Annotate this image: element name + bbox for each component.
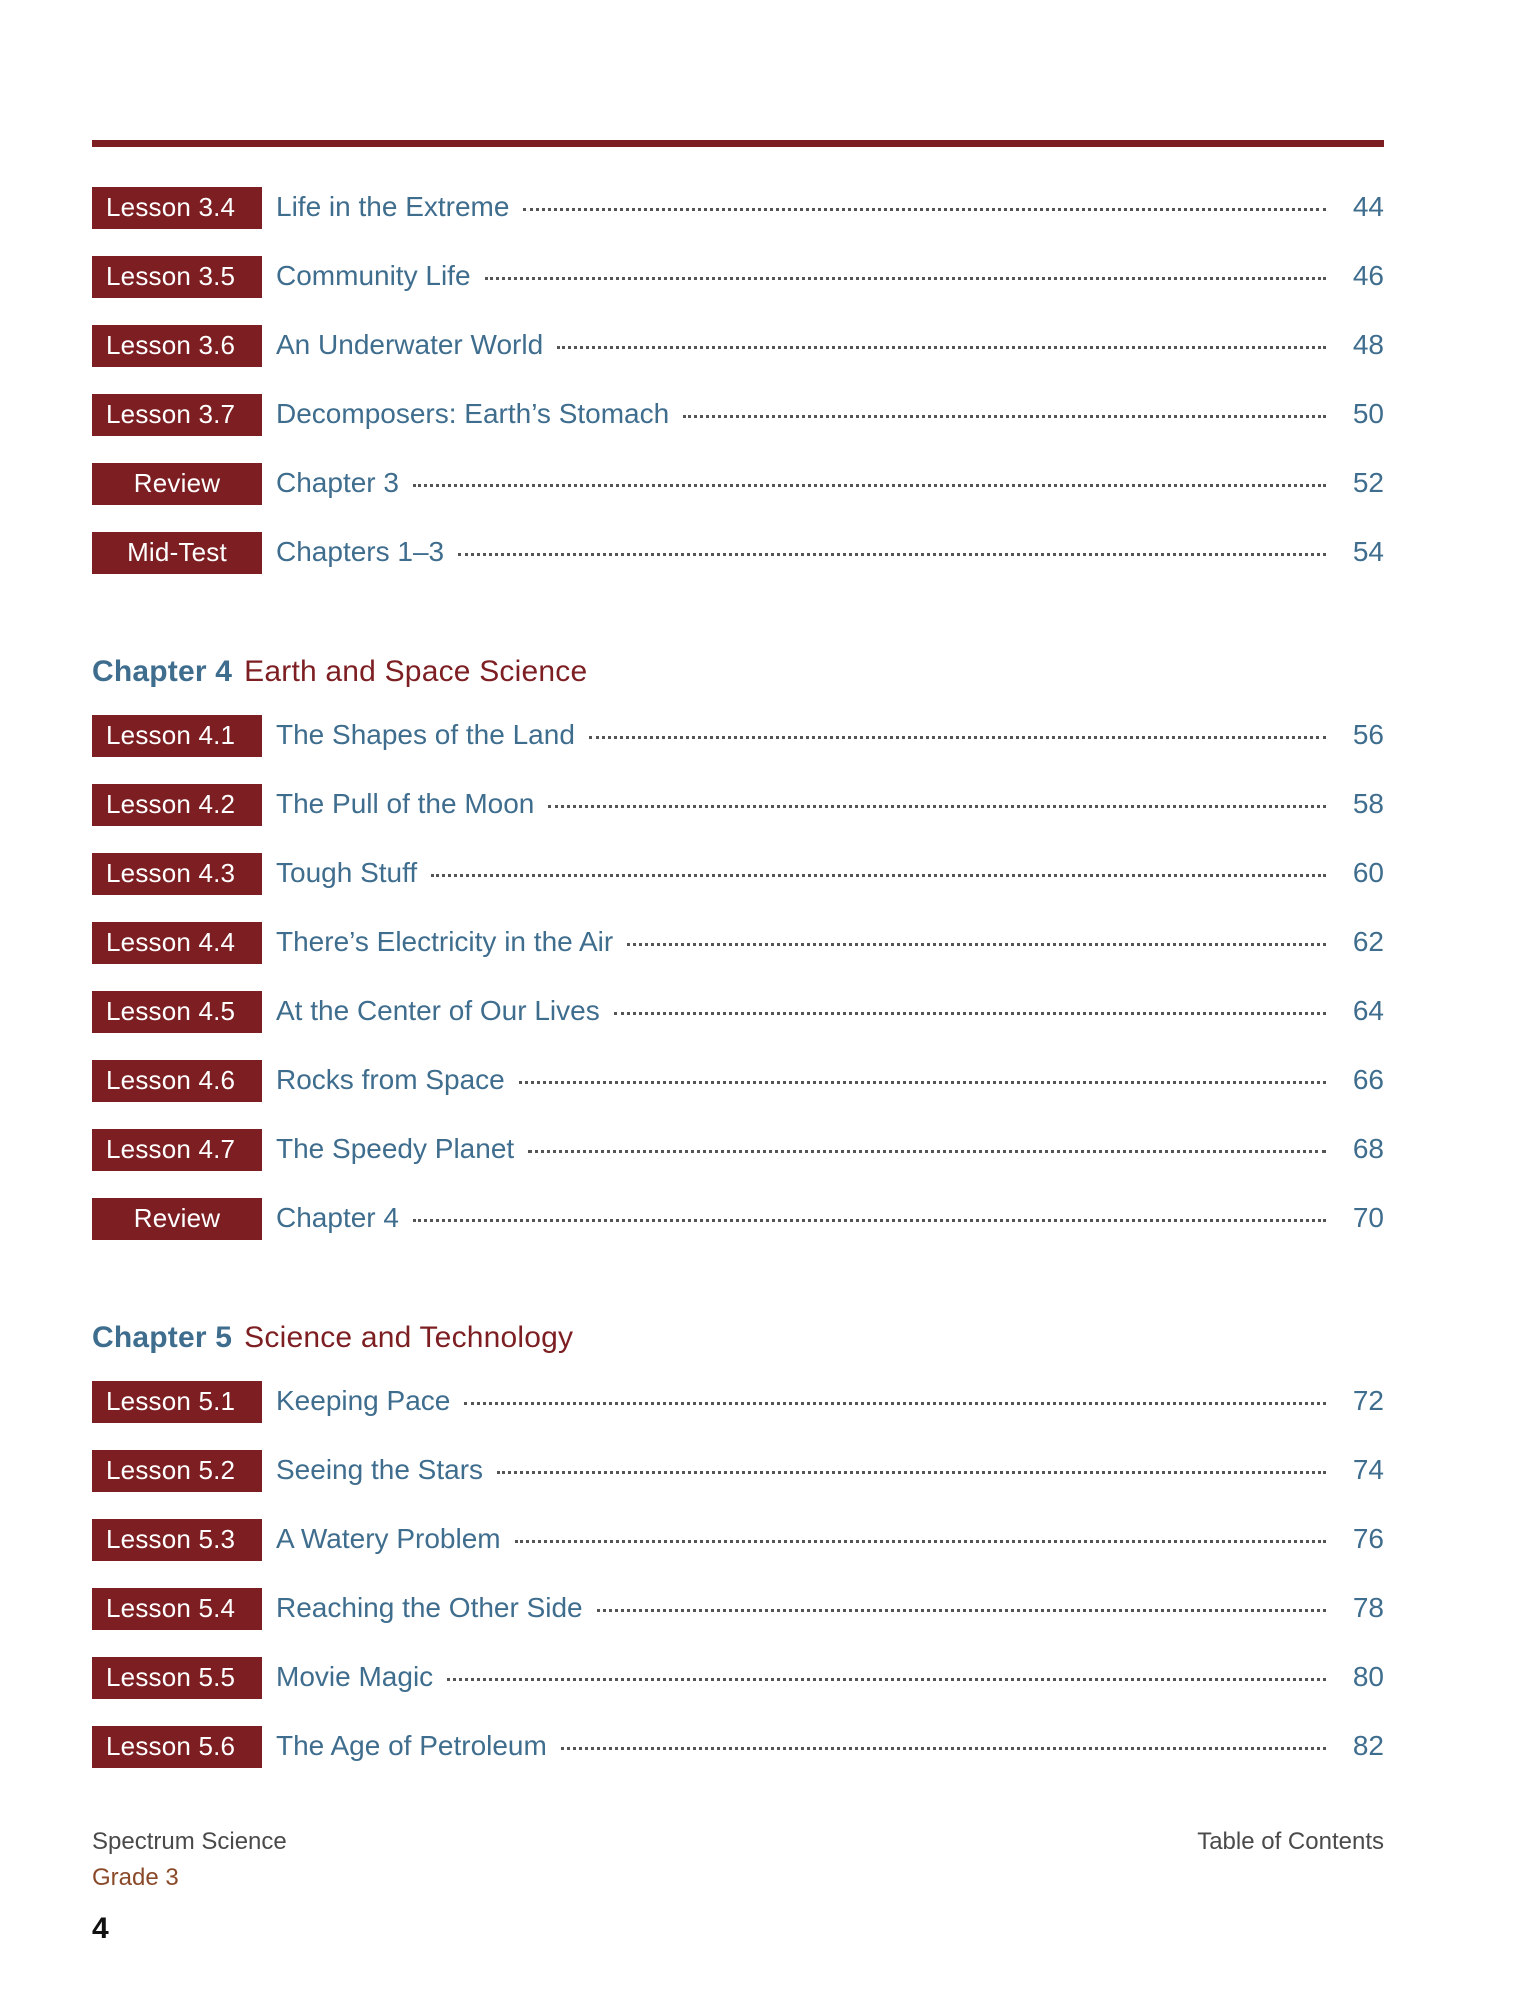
page-footer [92,1828,1384,1946]
lesson-title: The Pull of the Moon [276,788,535,819]
toc-row[interactable] [92,463,1384,532]
toc-row[interactable] [92,853,1384,922]
mid-test-tag: Mid-Test [92,532,262,574]
lesson-title: Seeing the Stars [276,1454,484,1485]
chapter-title: Earth and Space Science [244,655,588,688]
dot-leader [485,276,1326,280]
page-number: 48 [1352,329,1384,360]
dot-leader [515,1539,1326,1543]
page-number: 78 [1352,1592,1384,1623]
toc-row[interactable] [92,1129,1384,1198]
toc-row[interactable] [92,1588,1384,1657]
footer-grade: Grade 3 [92,1864,179,1891]
toc-row[interactable] [92,1060,1384,1129]
dot-leader [557,345,1326,349]
page-number: 44 [1352,191,1384,222]
toc-row[interactable] [92,715,1384,784]
page-number: 52 [1352,467,1384,498]
page-number: 76 [1352,1523,1384,1554]
lesson-tag: Lesson 4.5 [92,991,262,1033]
lesson-title: Rocks from Space [276,1064,505,1095]
lesson-tag: Lesson 3.5 [92,256,262,298]
toc-section-chapter3-continued [92,187,1384,601]
toc-row[interactable] [92,1198,1384,1267]
lesson-tag: Lesson 4.6 [92,1060,262,1102]
page-number: 74 [1352,1454,1384,1485]
lesson-tag: Lesson 4.3 [92,853,262,895]
toc-row[interactable] [92,256,1384,325]
lesson-title: The Speedy Planet [276,1133,515,1164]
lesson-title: At the Center of Our Lives [276,995,600,1026]
dot-leader [548,804,1326,808]
page-number: 58 [1352,788,1384,819]
lesson-tag: Lesson 4.2 [92,784,262,826]
page-number: 66 [1352,1064,1384,1095]
page-number: 62 [1352,926,1384,957]
toc-row[interactable] [92,784,1384,853]
dot-leader [561,1746,1326,1750]
lesson-title: Movie Magic [276,1661,434,1692]
top-rule [92,140,1384,147]
dot-leader [523,207,1326,211]
lesson-title: Chapters 1–3 [276,536,445,567]
lesson-tag: Lesson 4.1 [92,715,262,757]
lesson-tag: Lesson 4.4 [92,922,262,964]
toc-row[interactable] [92,1519,1384,1588]
dot-leader [497,1470,1326,1474]
dot-leader [528,1149,1326,1153]
toc-row[interactable] [92,991,1384,1060]
footer-section: Table of Contents [1197,1828,1384,1855]
page-number: 70 [1352,1202,1384,1233]
dot-leader [519,1080,1326,1084]
toc-row[interactable] [92,922,1384,991]
page-number: 64 [1352,995,1384,1026]
lesson-title: Keeping Pace [276,1385,451,1416]
lesson-tag: Lesson 3.7 [92,394,262,436]
toc-row[interactable] [92,1726,1384,1795]
page-number: 54 [1352,536,1384,567]
lesson-title: Life in the Extreme [276,191,510,222]
lesson-title: Community Life [276,260,471,291]
page-number: 60 [1352,857,1384,888]
lesson-title: Decomposers: Earth’s Stomach [276,398,670,429]
dot-leader [589,735,1326,739]
review-tag: Review [92,1198,262,1240]
page-number: 80 [1352,1661,1384,1692]
page-number: 50 [1352,398,1384,429]
lesson-tag: Lesson 4.7 [92,1129,262,1171]
lesson-tag: Lesson 5.1 [92,1381,262,1423]
lesson-title: A Watery Problem [276,1523,501,1554]
chapter-heading [92,1321,1384,1355]
lesson-tag: Lesson 5.2 [92,1450,262,1492]
toc-row[interactable] [92,187,1384,256]
lesson-title: There’s Electricity in the Air [276,926,614,957]
dot-leader [413,1218,1326,1222]
folio-number: 4 [92,1912,109,1945]
chapter-label: Chapter 4 [92,655,233,688]
toc-row[interactable] [92,1450,1384,1519]
dot-leader [597,1608,1326,1612]
dot-leader [614,1011,1326,1015]
lesson-tag: Lesson 5.5 [92,1657,262,1699]
lesson-title: The Age of Petroleum [276,1730,547,1761]
page-number: 72 [1352,1385,1384,1416]
toc-row[interactable] [92,1381,1384,1450]
lesson-tag: Lesson 3.4 [92,187,262,229]
lesson-title: Tough Stuff [276,857,418,888]
dot-leader [447,1677,1326,1681]
footer-series: Spectrum Science [92,1828,287,1855]
page-number: 56 [1352,719,1384,750]
lesson-tag: Lesson 3.6 [92,325,262,367]
review-tag: Review [92,463,262,505]
dot-leader [627,942,1326,946]
lesson-title: Chapter 3 [276,467,399,498]
toc-content [92,140,1384,1795]
toc-section-chapter4 [92,655,1384,1267]
dot-leader [413,483,1326,487]
dot-leader [683,414,1326,418]
chapter-heading [92,655,1384,689]
lesson-title: An Underwater World [276,329,544,360]
chapter-label: Chapter 5 [92,1321,233,1354]
page-number: 68 [1352,1133,1384,1164]
lesson-title: Reaching the Other Side [276,1592,583,1623]
lesson-title: Chapter 4 [276,1202,399,1233]
chapter-title: Science and Technology [244,1321,574,1354]
toc-section-chapter5 [92,1321,1384,1795]
lesson-tag: Lesson 5.3 [92,1519,262,1561]
dot-leader [464,1401,1326,1405]
lesson-tag: Lesson 5.4 [92,1588,262,1630]
page-number: 82 [1352,1730,1384,1761]
dot-leader [458,552,1326,556]
toc-row[interactable] [92,394,1384,463]
page-number: 46 [1352,260,1384,291]
toc-row[interactable] [92,325,1384,394]
footer-top-line [92,1828,1384,1856]
dot-leader [431,873,1326,877]
toc-row[interactable] [92,532,1384,601]
lesson-tag: Lesson 5.6 [92,1726,262,1768]
toc-row[interactable] [92,1657,1384,1726]
lesson-title: The Shapes of the Land [276,719,575,750]
